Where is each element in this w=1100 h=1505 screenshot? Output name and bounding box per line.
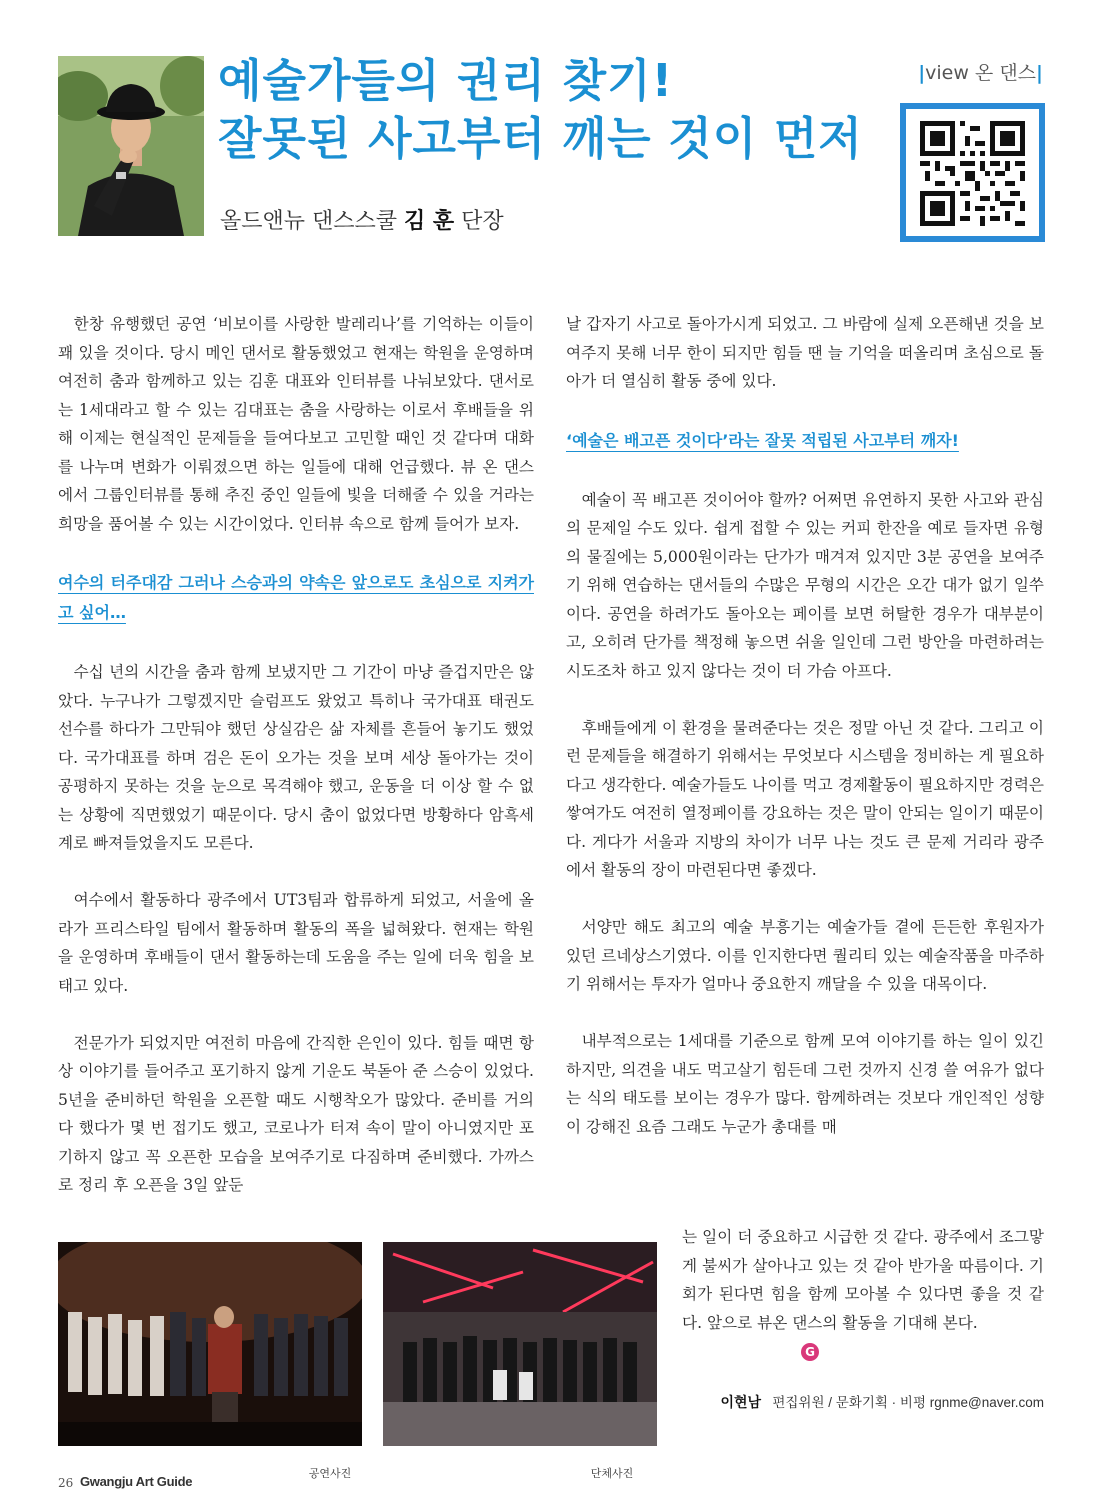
interviewee-credit (220, 204, 504, 235)
article-title (218, 52, 898, 168)
tag-label: view 온 댄스 (925, 62, 1037, 84)
article-column-left (58, 310, 534, 1200)
paragraph: 내부적으로는 1세대를 기준으로 함께 모여 이야기를 하는 일이 있긴 하지만, 의견을 내도 먹고살기 힘든데 그런 것까지 신경 쓸 여유가 없다는 식의 태도를 보이는 경우가 많다. 함께하려는 것보다 개인적인 성향이 강해진 요즘 그래도 누군가 총대를 매 (566, 1032, 1044, 1136)
section-tag (918, 58, 1043, 85)
subtitle-suffix: 단장 (454, 209, 504, 234)
title-line-2: 잘못된 사고부터 깨는 것이 먼저 (218, 112, 863, 165)
article-column-right-tail (682, 1223, 1044, 1337)
caption-performance-photo: 공연사진 (308, 1467, 352, 1480)
paragraph: 전문가가 되었지만 여전히 마음에 간직한 은인이 있다. 힘들 때면 항상 이야기를 들어주고 포기하지 않게 기운도 북돋아 준 스승이 있었다. 5년을 준비하던 학원을 오픈할 때도 시행착오가 많았다. 준비를 거의 다 했다가 몇 번 접기도 했고, 코로나가 터져 속이 말이 아니였지만 포기하지 않고 꼭 오픈한 모습을 보여주기로 다짐하며 준비했다. 가까스로 정리 후 오픈을 3일 앞둔 (58, 1033, 534, 1194)
page-number: 26 (58, 1476, 74, 1490)
caption-group-photo: 단체사진 (590, 1467, 634, 1480)
paragraph: 서양만 해도 최고의 예술 부흥기는 예술가들 곁에 든든한 후원자가 있던 르네상스기였다. 이를 인지한다면 퀄리티 있는 예술작품을 마주하기 위해서는 투자가 얼마나 중요한지 깨달을 수 있을 대목이다. (566, 918, 1044, 993)
portrait-illustration (58, 56, 204, 236)
end-mark-icon: G (801, 1343, 819, 1361)
author-role: 편집위원 / 문화기획 · 비평 rgnme@naver.com (772, 1395, 1044, 1410)
section-heading-2: ‘예술은 배고픈 것이다’라는 잘못 적립된 사고부터 깨자! (566, 430, 959, 450)
paragraph: 예술이 꼭 배고픈 것이어야 할까? 어쩌면 유연하지 못한 사고와 관심의 문제일 수도 있다. 쉽게 접할 수 있는 커피 한잔을 예로 들자면 유형의 물질에는 5,000원이라는 단가가 매겨져 있지만 3분 공연을 보여주기 위해 연습하는 댄서들의 수많은 무형의 시간은 오간 대가 없기 일쑤이다. 공연을 하려가도 돌아오는 페이를 보면 허탈한 경우가 대부분이고, 오히려 단가를 책정해 놓으면 쉬울 일인데 그런 방안을 마련하려는 시도조차 하고 있지 않다는 것이 더 가슴 아프다. (566, 490, 1044, 680)
tag-bar-right: | (1036, 62, 1043, 84)
group-photo-illustration (383, 1242, 657, 1446)
qr-code-icon (920, 121, 1025, 226)
magazine-brand: Gwangju Art Guide (80, 1474, 193, 1489)
tag-bar-left: | (918, 62, 926, 84)
paragraph: 여수에서 활동하다 광주에서 UT3팀과 합류하게 되었고, 서울에 올라가 프리스타일 팀에서 활동하며 활동의 폭을 넓혀왔다. 현재는 학원을 운영하며 후배들이 댄서 활동하는데 도움을 주는 일에 더욱 힘을 보태고 있다. (58, 891, 534, 995)
interviewee-portrait (58, 56, 204, 236)
qr-code[interactable] (900, 103, 1045, 242)
paragraph-continued: 는 일이 더 중요하고 시급한 것 같다. 광주에서 조그맣게 불씨가 살아나고 있는 것 같아 반가울 따름이다. 기회가 된다면 힘을 함께 모아볼 수 있다면 좋을 것 같다. 앞으로 뷰온 댄스의 활동을 기대해 본다. (682, 1228, 1044, 1332)
author-credit (680, 1391, 1044, 1412)
author-name: 이현남 (720, 1394, 762, 1410)
paragraph-intro: 한창 유행했던 공연 ‘비보이를 사랑한 발레리나’를 기억하는 이들이 꽤 있을 것이다. 당시 메인 댄서로 활동했었고 현재는 학원을 운영하며 여전히 춤과 함께하고 있는 김훈 대표와 인터뷰를 나눠보았다. 댄서로는 1세대라고 할 수 있는 김대표는 춤을 사랑하는 이로서 후배들을 위해 이제는 현실적인 문제들을 들여다보고 고민할 때인 것 같다며 대화를 나누며 변화가 이뤄졌으면 하는 일들에 대해 언급했다. 뷰 온 댄스에서 그룹인터뷰를 통해 추진 중인 일들에 빛을 더해줄 수 있을 거라는 희망을 품어볼 수 있는 시간이었다. 인터뷰 속으로 함께 들어가 보자. (58, 315, 534, 533)
title-line-1: 예술가들의 권리 찾기! (218, 54, 674, 107)
article-column-right (566, 310, 1044, 1141)
section-heading-1: 여수의 터주대감 그러나 스승과의 약속은 앞으로도 초심으로 지켜가고 싶어… (58, 573, 534, 622)
interviewee-name: 김 훈 (404, 209, 455, 234)
performance-photo-illustration (58, 1242, 362, 1446)
paragraph-continued: 날 갑자기 사고로 돌아가시게 되었고. 그 바람에 실제 오픈해낸 것을 보여주지 못해 너무 한이 되지만 힘들 땐 늘 기억을 떠올리며 초심으로 돌아가 더 열심히 활동 중에 있다. (566, 315, 1044, 390)
performance-photo (58, 1242, 362, 1446)
subtitle-prefix: 올드앤뉴 댄스스쿨 (220, 209, 405, 234)
paragraph: 후배들에게 이 환경을 물려준다는 것은 정말 아닌 것 같다. 그리고 이런 문제들을 해결하기 위해서는 무엇보다 시스템을 정비하는 게 필요하다고 생각한다. 예술가들도 나이를 먹고 경제활동이 필요하지만 경력은 쌓여가도 여전히 열정페이를 강요하는 것은 말이 안되는 일이기 때문이다. 게다가 서울과 지방의 차이가 너무 나는 것도 큰 문제 거리라 광주에서 활동의 장이 마련된다면 좋겠다. (566, 718, 1044, 879)
paragraph: 수십 년의 시간을 춤과 함께 보냈지만 그 기간이 마냥 즐겁지만은 않았다. 누구나가 그렇겠지만 슬럼프도 왔었고 특히나 국가대표 태권도 선수를 하다가 그만둬야 했던 상실감은 삶 자체를 흔들어 놓기도 했었다. 국가대표를 하며 검은 돈이 오가는 것을 보며 세상 돌아가는 것이 공평하지 못하는 것을 눈으로 목격해야 했고, 운동을 더 이상 할 수 없는 상황에 직면했었기 때문이다. 당시 춤이 없었다면 방황하다 암흑세계로 빠져들었을지도 모른다. (58, 663, 534, 852)
group-photo (383, 1242, 657, 1446)
